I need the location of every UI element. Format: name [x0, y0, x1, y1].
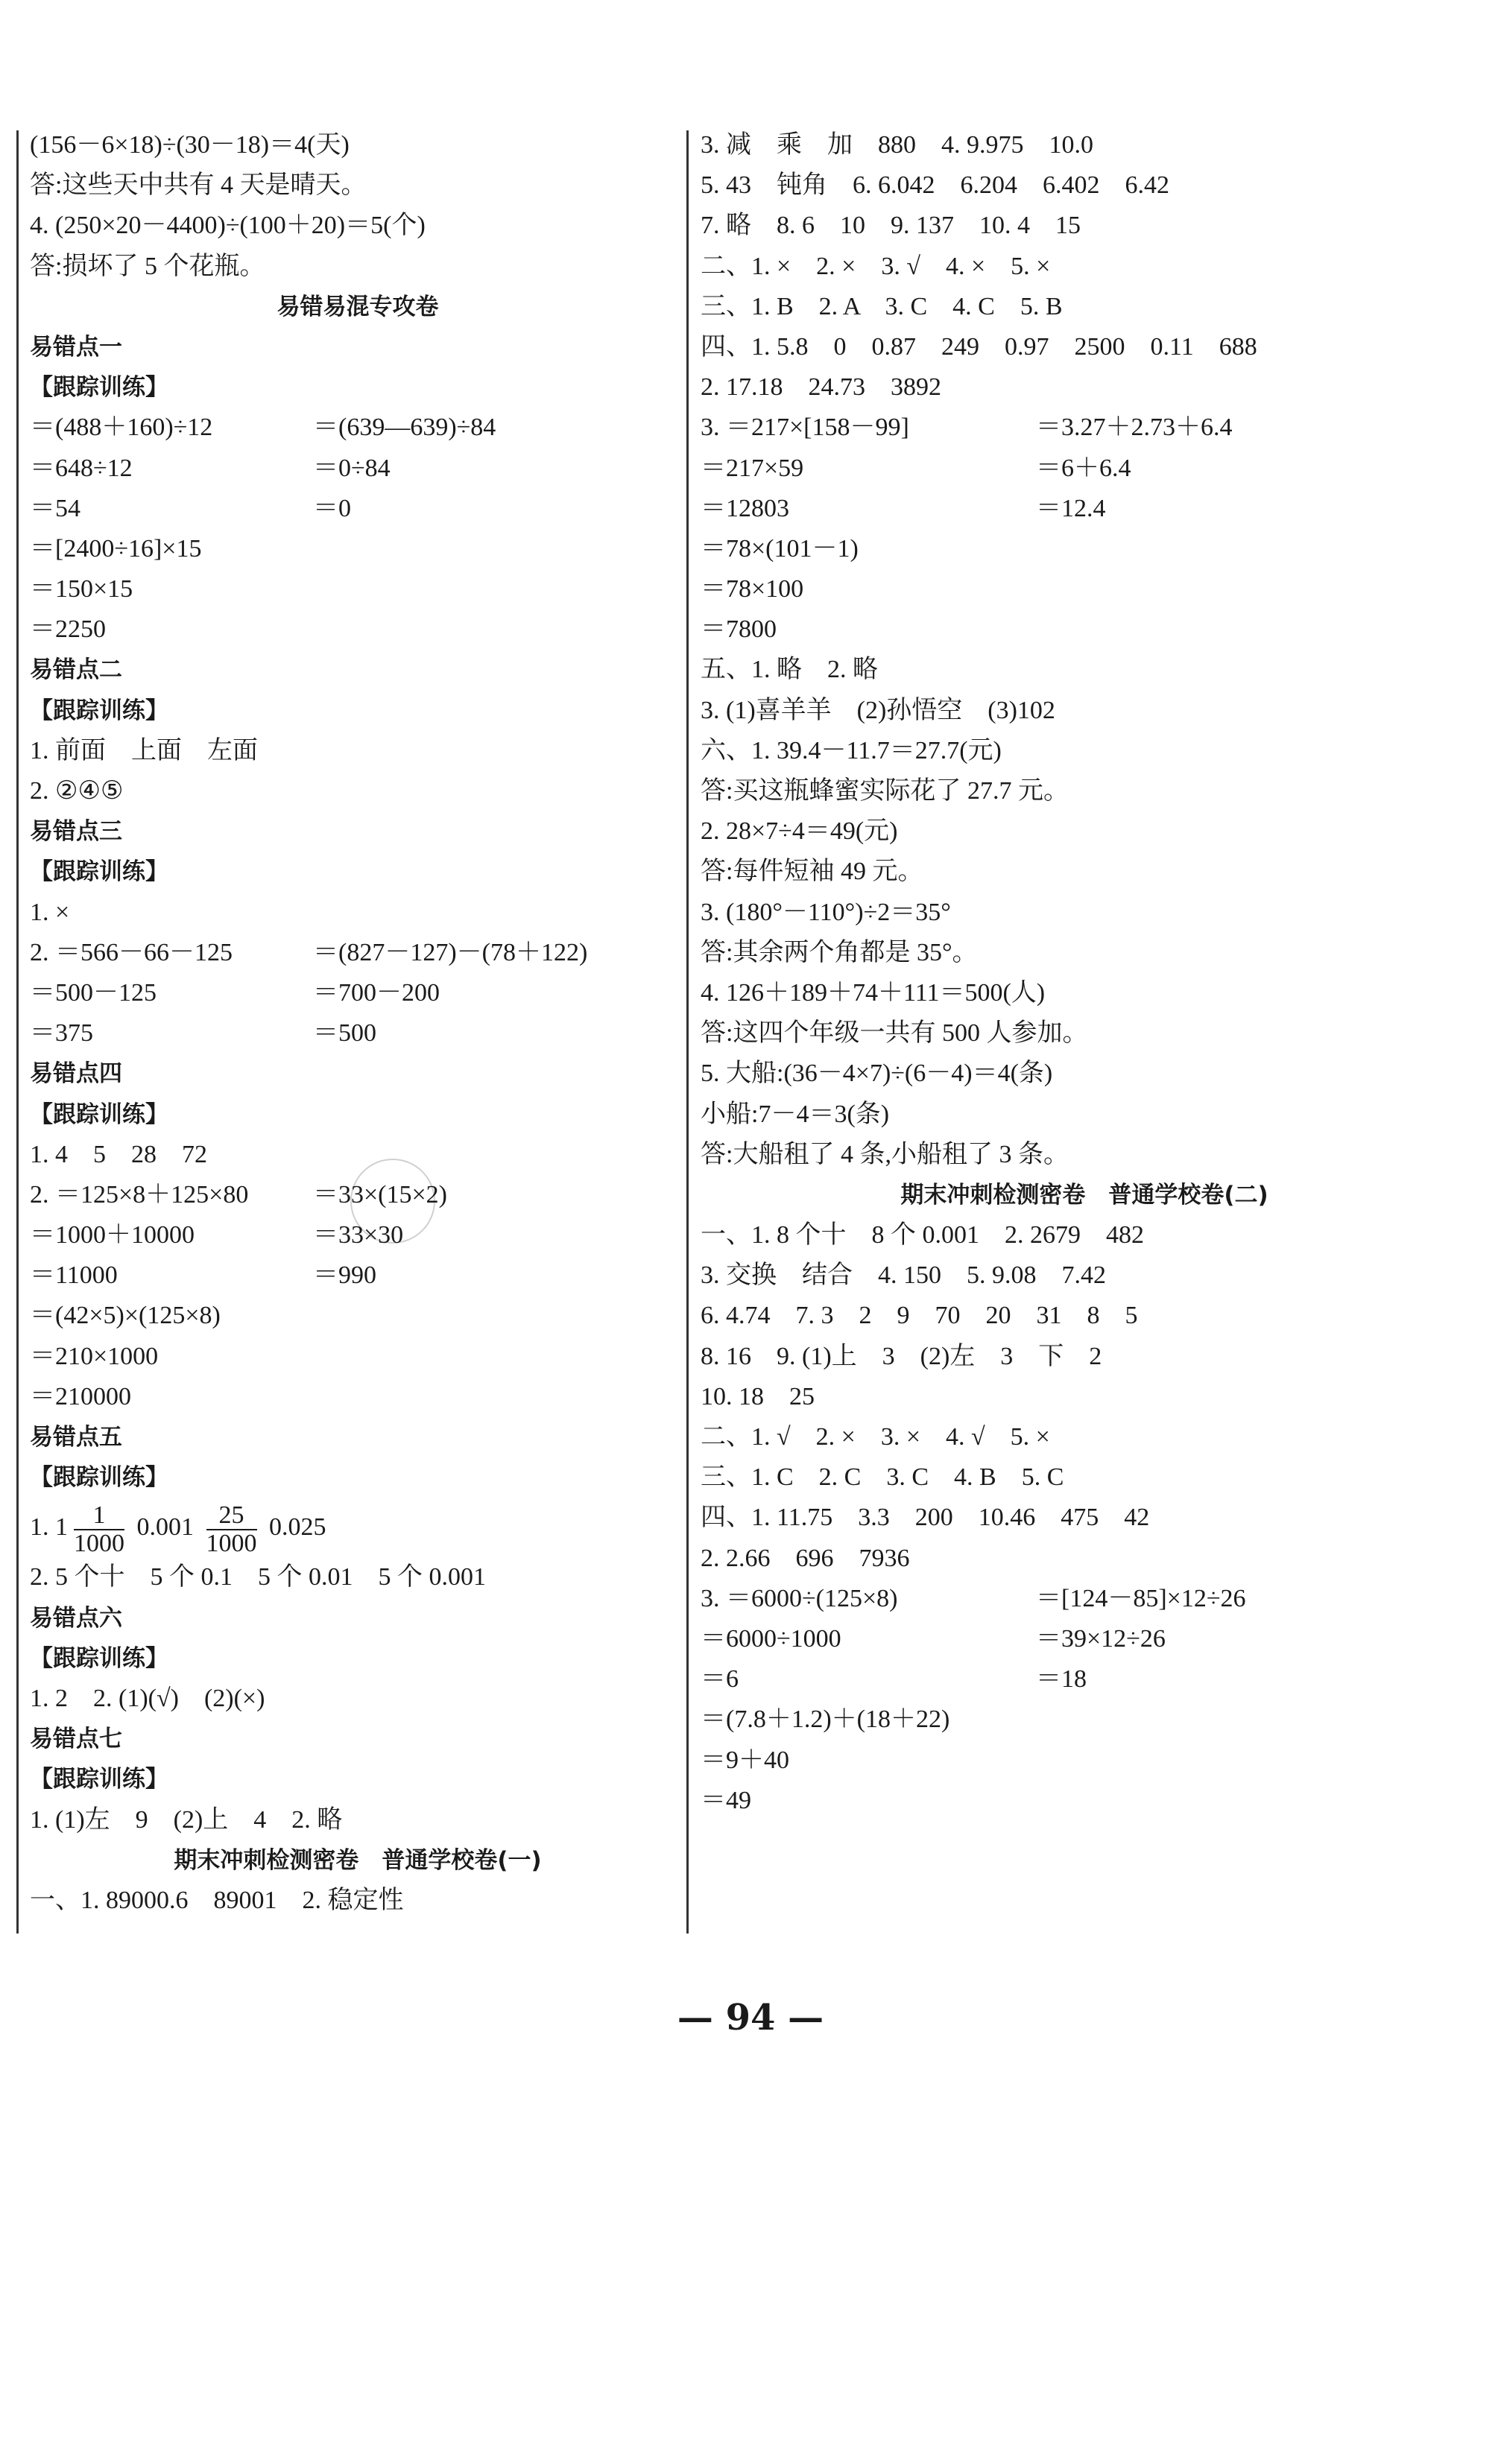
- fraction-numerator: 1: [74, 1502, 124, 1530]
- answer-line: [30, 247, 686, 287]
- answer-line: [30, 1175, 686, 1215]
- answer-line: [701, 489, 1468, 529]
- page-number: — 94 —: [677, 1997, 824, 2039]
- answer-text: ＝12803: [701, 494, 789, 522]
- answer-text: 7. 略 8. 6 10 9. 137 10. 4 15: [701, 212, 1081, 240]
- answer-text: ＝9＋40: [701, 1746, 789, 1774]
- answer-text: 1. (1)左 9 (2)上 4 2. 略: [30, 1805, 343, 1834]
- answer-line: [701, 1539, 1468, 1579]
- answer-text: 三、1. C 2. C 3. C 4. B 5. C: [701, 1463, 1064, 1492]
- answer-text: 6. 4.74 7. 3 2 9 70 20 31 8 5: [701, 1302, 1138, 1330]
- answer-text: 四、1. 11.75 3.3 200 10.46 475 42: [701, 1504, 1150, 1532]
- answer-line: [701, 408, 1468, 448]
- answer-line: [701, 933, 1468, 973]
- right-column: [701, 125, 1468, 1821]
- answer-line: [701, 973, 1468, 1013]
- answer-text: 【跟踪训练】: [30, 374, 168, 402]
- answer-line: [701, 1741, 1468, 1781]
- answer-line: [30, 1638, 686, 1679]
- answer-line: [30, 609, 686, 650]
- answer-text: 四、1. 5.8 0 0.87 249 0.97 2500 0.11 688: [701, 332, 1257, 361]
- answer-text: 期末冲刺检测密卷 普通学校卷(一): [174, 1846, 542, 1874]
- answer-text: 2. 17.18 24.73 3892: [701, 373, 941, 402]
- answer-line: [701, 1659, 1468, 1700]
- answer-text: 易错易混专攻卷: [276, 293, 439, 320]
- section-heading: [701, 1175, 1468, 1215]
- answer-line: [30, 408, 686, 448]
- answer-text: 1. 2 2. (1)(√) (2)(×): [30, 1684, 265, 1712]
- answer-line: [30, 1095, 686, 1135]
- answer-line: [701, 247, 1468, 287]
- answer-text-right: ＝6＋6.4: [1036, 454, 1131, 482]
- answer-line: [30, 650, 686, 690]
- answer-line: [701, 1095, 1468, 1135]
- left-margin-rule: [16, 130, 19, 1933]
- answer-text: 2. ②④⑤: [30, 777, 124, 805]
- answer-line: [30, 811, 686, 852]
- answer-line: [30, 771, 686, 811]
- answer-line: [701, 609, 1468, 650]
- answer-line: [701, 1337, 1468, 1377]
- answer-line: [30, 1719, 686, 1759]
- answer-text: 易错点七: [30, 1726, 122, 1753]
- answer-text-right: ＝12.4: [1036, 494, 1106, 522]
- answer-text: 一、1. 8 个十 8 个 0.001 2. 2679 482: [701, 1221, 1144, 1250]
- answer-text: 3. 减 乘 加 880 4. 9.975 10.0: [701, 131, 1093, 159]
- fraction-numerator: 25: [206, 1502, 257, 1530]
- answer-text: 1. ×: [30, 898, 70, 926]
- answer-text: ＝11000: [30, 1261, 118, 1290]
- answer-text-right: ＝990: [313, 1261, 376, 1290]
- answer-text: 3. ＝217×[158－99]: [701, 414, 909, 442]
- answer-text-right: ＝(827－127)－(78＋122): [313, 938, 588, 966]
- answer-line: [701, 529, 1468, 569]
- answer-text: 易错点一: [30, 333, 122, 361]
- answer-line: [701, 1498, 1468, 1538]
- answer-text: 4. (250×20－4400)÷(100＋20)＝5(个): [30, 212, 426, 240]
- answer-line: [30, 367, 686, 408]
- fraction-denominator: 1000: [74, 1529, 124, 1557]
- answer-line: [30, 1054, 686, 1094]
- answer-line: [701, 449, 1468, 489]
- answer-text: (156－6×18)÷(30－18)＝4(天): [30, 131, 350, 159]
- answer-line: [701, 1215, 1468, 1255]
- answer-text-right: ＝0: [313, 494, 351, 522]
- answer-text: ＝210×1000: [30, 1342, 159, 1370]
- answer-text: 2. 28×7÷4＝49(元): [701, 817, 898, 846]
- answer-line: [701, 1579, 1468, 1619]
- answer-text: 一、1. 89000.6 89001 2. 稳定性: [30, 1886, 404, 1914]
- answer-text: 二、1. √ 2. × 3. × 4. √ 5. ×: [701, 1423, 1050, 1451]
- answer-text: 【跟踪训练】: [30, 858, 168, 886]
- answer-line: [30, 1498, 686, 1557]
- answer-text: 易错点二: [30, 656, 122, 684]
- answer-text: 答:每件短袖 49 元。: [701, 858, 923, 886]
- answer-line: [30, 165, 686, 206]
- answer-text: ＝[2400÷16]×15: [30, 534, 202, 563]
- answer-text: ＝210000: [30, 1382, 131, 1410]
- answer-line: [701, 1377, 1468, 1417]
- answer-text: 5. 43 钝角 6. 6.042 6.204 6.402 6.42: [701, 171, 1169, 200]
- answer-line: [30, 1679, 686, 1719]
- answer-line: [30, 1881, 686, 1921]
- answer-text: ＝78×(101－1): [701, 534, 859, 563]
- fraction-denominator: 1000: [206, 1529, 257, 1557]
- answer-text: 【跟踪训练】: [30, 1464, 168, 1492]
- answer-text: 答:这些天中共有 4 天是晴天。: [30, 171, 367, 200]
- answer-text: ＝648÷12: [30, 454, 133, 482]
- answer-line: [701, 125, 1468, 165]
- answer-text: 4. 126＋189＋74＋111＝500(人): [701, 978, 1046, 1007]
- answer-text: ＝2250: [30, 615, 106, 644]
- answer-line: [701, 1417, 1468, 1457]
- answer-text-right: ＝[124－85]×12÷26: [1036, 1584, 1246, 1612]
- answer-text: 1. 4 5 28 72: [30, 1140, 207, 1168]
- answer-text-right: ＝0÷84: [313, 454, 391, 482]
- answer-line: [701, 1619, 1468, 1659]
- answer-line: [30, 1135, 686, 1175]
- answer-line: [701, 1255, 1468, 1296]
- answer-text: 0.001: [130, 1513, 200, 1542]
- answer-text: 五、1. 略 2. 略: [701, 656, 878, 684]
- answer-line: [701, 1135, 1468, 1175]
- answer-text-right: ＝39×12÷26: [1036, 1624, 1166, 1653]
- answer-line: [701, 731, 1468, 771]
- answer-text: 易错点六: [30, 1604, 122, 1632]
- answer-line: [30, 1800, 686, 1840]
- answer-line: [30, 449, 686, 489]
- answer-line: [30, 691, 686, 731]
- answer-text: 答:买这瓶蜂蜜实际花了 27.7 元。: [701, 777, 1069, 805]
- answer-line: [30, 852, 686, 892]
- answer-line: [30, 933, 686, 973]
- answer-line: [701, 1700, 1468, 1740]
- answer-line: [30, 1417, 686, 1457]
- answer-text: ＝(488＋160)÷12: [30, 414, 213, 442]
- answer-line: [30, 327, 686, 367]
- answer-text: ＝(7.8＋1.2)＋(18＋22): [701, 1706, 950, 1734]
- answer-line: [30, 1215, 686, 1255]
- column-divider: [686, 130, 689, 1933]
- answer-text: ＝(42×5)×(125×8): [30, 1302, 221, 1330]
- answer-text: 二、1. × 2. × 3. √ 4. × 5. ×: [701, 252, 1051, 280]
- answer-text: 三、1. B 2. A 3. C 4. C 5. B: [701, 292, 1063, 320]
- answer-line: [30, 1255, 686, 1296]
- answer-text-right: ＝700－200: [313, 978, 440, 1007]
- answer-text: 2. 5 个十 5 个 0.1 5 个 0.01 5 个 0.001: [30, 1563, 486, 1592]
- answer-line: [30, 1337, 686, 1377]
- left-column: [30, 125, 686, 1921]
- answer-text: 易错点三: [30, 818, 122, 846]
- answer-text: 5. 大船:(36－4×7)÷(6－4)＝4(条): [701, 1060, 1053, 1088]
- answer-text: 2. ＝125×8＋125×80: [30, 1180, 249, 1209]
- answer-text: 10. 18 25: [701, 1382, 815, 1410]
- answer-line: [30, 529, 686, 569]
- answer-line: [30, 1557, 686, 1597]
- answer-line: [30, 1759, 686, 1799]
- answer-text-right: ＝33×30: [313, 1221, 404, 1250]
- answer-line: [701, 1013, 1468, 1054]
- answer-text: 8. 16 9. (1)上 3 (2)左 3 下 2: [701, 1342, 1102, 1370]
- answer-line: [701, 206, 1468, 246]
- answer-text: 【跟踪训练】: [30, 697, 168, 724]
- answer-line: [30, 1013, 686, 1054]
- answer-line: [30, 973, 686, 1013]
- answer-line: [30, 489, 686, 529]
- answer-line: [701, 771, 1468, 811]
- fraction: [74, 1502, 124, 1557]
- answer-text: 答:其余两个角都是 35°。: [701, 938, 978, 966]
- answer-text: 3. 交换 结合 4. 150 5. 9.08 7.42: [701, 1261, 1106, 1290]
- answer-text: 小船:7－4＝3(条): [701, 1100, 890, 1128]
- fraction: [206, 1502, 257, 1557]
- answer-line: [701, 165, 1468, 206]
- answer-text: ＝1000＋10000: [30, 1221, 195, 1250]
- answer-line: [30, 125, 686, 165]
- section-heading: [30, 287, 686, 327]
- answer-line: [701, 811, 1468, 852]
- answer-text: 【跟踪训练】: [30, 1644, 168, 1672]
- answer-text-right: ＝18: [1036, 1665, 1087, 1694]
- answer-text: 3. ＝6000÷(125×8): [701, 1584, 898, 1612]
- answer-line: [701, 367, 1468, 408]
- answer-text: ＝78×100: [701, 575, 804, 604]
- answer-text: 答:这四个年级一共有 500 人参加。: [701, 1019, 1088, 1048]
- answer-text-right: ＝500: [313, 1019, 376, 1048]
- answer-text: ＝7800: [701, 615, 777, 644]
- answer-text: 3. (180°－110°)÷2＝35°: [701, 898, 951, 926]
- answer-line: [30, 206, 686, 246]
- answer-line: [701, 691, 1468, 731]
- answer-text: 2. ＝566－66－125: [30, 938, 233, 966]
- answer-line: [30, 1457, 686, 1498]
- answer-text: 1. 前面 上面 左面: [30, 736, 258, 764]
- answer-text: 期末冲刺检测密卷 普通学校卷(二): [900, 1181, 1268, 1209]
- answer-text: 3. (1)喜羊羊 (2)孙悟空 (3)102: [701, 696, 1055, 724]
- answer-text: ＝6000÷1000: [701, 1624, 841, 1653]
- answer-line: [701, 287, 1468, 327]
- answer-line: [30, 1598, 686, 1638]
- answer-line: [30, 1296, 686, 1336]
- answer-text: 2. 2.66 696 7936: [701, 1544, 910, 1572]
- answer-line: [701, 650, 1468, 690]
- answer-line: [701, 852, 1468, 892]
- answer-line: [30, 731, 686, 771]
- answer-line: [701, 1054, 1468, 1094]
- answer-line: [30, 893, 686, 933]
- answer-text: 易错点五: [30, 1424, 122, 1451]
- answer-text-right: ＝3.27＋2.73＋6.4: [1036, 414, 1233, 442]
- answer-text: 易错点四: [30, 1060, 122, 1088]
- answer-text: 六、1. 39.4－11.7＝27.7(元): [701, 736, 1002, 764]
- answer-line: [30, 569, 686, 609]
- section-heading: [30, 1840, 686, 1881]
- answer-text: ＝500－125: [30, 978, 157, 1007]
- answer-text: ＝217×59: [701, 454, 804, 482]
- answer-line: [701, 1296, 1468, 1336]
- answer-text: 答:大船租了 4 条,小船租了 3 条。: [701, 1140, 1069, 1168]
- answer-text: 0.025: [262, 1513, 326, 1542]
- answer-text: ＝54: [30, 494, 80, 522]
- answer-text: ＝6: [701, 1665, 739, 1694]
- answer-line: [701, 893, 1468, 933]
- answer-line: [701, 1781, 1468, 1821]
- answer-text: ＝150×15: [30, 575, 133, 604]
- answer-text: ＝375: [30, 1019, 93, 1048]
- answer-line: [701, 1457, 1468, 1498]
- answer-text-right: ＝33×(15×2): [313, 1180, 447, 1209]
- answer-line: [30, 1377, 686, 1417]
- answer-text: ＝49: [701, 1786, 751, 1814]
- answer-text: 1. 1: [30, 1513, 68, 1542]
- answer-text-right: ＝(639—639)÷84: [313, 414, 496, 442]
- answer-line: [701, 327, 1468, 367]
- answer-line: [701, 569, 1468, 609]
- answer-text: 【跟踪训练】: [30, 1100, 168, 1128]
- answer-text: 【跟踪训练】: [30, 1766, 168, 1793]
- answer-text: 答:损坏了 5 个花瓶。: [30, 252, 265, 280]
